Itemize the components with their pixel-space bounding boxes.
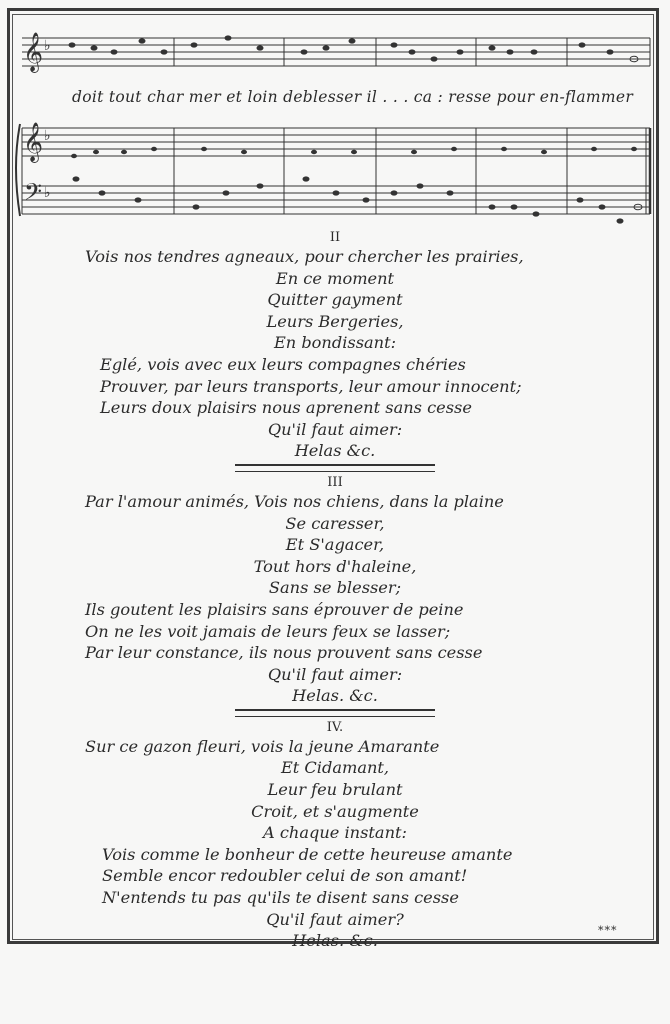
- verse-line: Sur ce gazon fleuri, vois la jeune Amarante: [85, 736, 440, 756]
- verse-line: Sans se blesser;: [268, 578, 402, 598]
- verse-line: Vois nos tendres agneaux, pour chercher les prairies,: [85, 247, 524, 266]
- verse-line: Par l'amour animés, Vois nos chiens, dans la plaine: [85, 491, 504, 511]
- system-brace: [16, 124, 20, 216]
- verse-line: Helas. &c.: [292, 931, 378, 951]
- verse-number: II: [329, 230, 341, 245]
- verse-line: On ne les voit jamais de leurs feux se lasser;: [85, 621, 451, 641]
- verse-line: Helas. &c.: [292, 686, 378, 706]
- verse-line: Tout hors d'haleine,: [253, 556, 417, 576]
- verse-line: Semble encor redoubler celui de son amant!: [102, 866, 468, 886]
- verse-line: Qu'il faut aimer?: [266, 909, 404, 929]
- bass-staff: [22, 186, 650, 214]
- verse-line: Croit, et s'augmente: [251, 801, 419, 821]
- verse-line: A chaque instant:: [263, 823, 407, 843]
- verses-block: [0, 230, 670, 952]
- verse-line: Par leur constance, ils nous prouvent sans cesse: [85, 643, 483, 663]
- verse-line: En ce moment: [275, 268, 395, 288]
- divider-rule: [235, 709, 435, 717]
- svg-text:♭: ♭: [44, 38, 51, 54]
- verse-line: Prouver, par leurs transports, leur amour innocent;: [100, 376, 522, 396]
- verse-line: Et S'agacer,: [285, 535, 385, 555]
- verse-line: Leur feu brulant: [267, 780, 403, 800]
- divider-rule: [235, 464, 435, 472]
- verse-line: Quitter gayment: [267, 290, 403, 310]
- verse-line: Se caresser,: [285, 513, 385, 533]
- treble-clef-icon: 𝄞: [23, 32, 44, 72]
- verse-line: Qu'il faut aimer:: [267, 664, 403, 684]
- verse-line: Ils goutent les plaisirs sans éprouver de peine: [85, 599, 464, 619]
- music-score: [14, 16, 654, 252]
- verse-line: Leurs Bergeries,: [266, 311, 404, 331]
- bass-clef-icon: 𝄢: [24, 178, 43, 211]
- svg-text:♭: ♭: [44, 185, 51, 201]
- verse-line: N'entends tu pas qu'ils te disent sans cesse: [102, 888, 459, 908]
- music-lyric-line: doit tout char mer et loin deblesser il . . . ca : resse pour en-flammer: [72, 88, 634, 106]
- treble-staff: [22, 128, 650, 156]
- verse-number: IV.: [326, 719, 344, 735]
- verse-line: Qu'il faut aimer:: [267, 419, 403, 439]
- verse-line: Helas &c.: [294, 441, 376, 461]
- verse-number: III: [327, 474, 343, 490]
- svg-text:♭: ♭: [44, 128, 51, 144]
- verse-line: Eglé, vois avec eux leurs compagnes chéries: [100, 354, 466, 374]
- verse-line: Et Cidamant,: [280, 758, 390, 778]
- verse-line: Leurs doux plaisirs nous aprenent sans cesse: [100, 398, 472, 418]
- vocal-notes: [69, 35, 639, 61]
- footer-stars: ***: [598, 924, 618, 937]
- treble-notes: [71, 147, 637, 158]
- verse-line: En bondissant:: [273, 333, 397, 353]
- bar-lines: [174, 38, 650, 214]
- verse-line: Vois comme le bonheur de cette heureuse amante: [102, 844, 513, 864]
- treble-clef-icon-2: 𝄞: [23, 122, 44, 162]
